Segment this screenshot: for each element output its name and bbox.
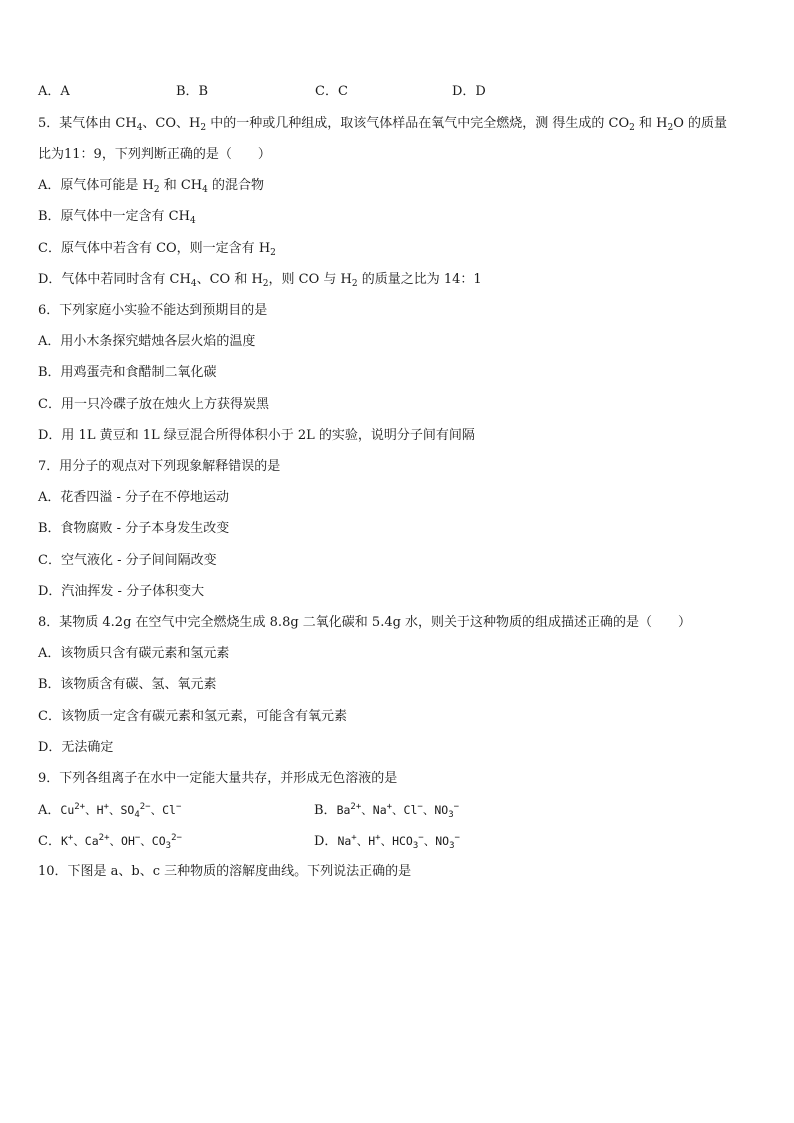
q8-option-c: C．该物质一定含有碳元素和氢元素，可能含有氧元素 bbox=[38, 709, 347, 724]
q7-option-d: D．汽油挥发 - 分子体积变大 bbox=[38, 584, 205, 599]
q5-stem-line1: 5．某气体由 $CH_4$、CO、$H_2$ 中的一种或几种组成，取该气体样品在氧气中完全燃烧，测 得生成的 $CO_2$ 和 $H_2O$ 的质量 bbox=[38, 116, 727, 133]
q9-option-c: C．K+、$Ca^{2+}$、OH−、$CO_3^{2-}$ bbox=[38, 833, 182, 851]
q9-option-d: D．Na+、H+、$HCO_3^-$、$NO_3^-$ bbox=[314, 833, 460, 851]
q5-option-a: A．原气体可能是 $H_2$ 和 $CH_4$ 的混合物 bbox=[38, 178, 265, 195]
q4-option-d: D．D bbox=[452, 84, 486, 99]
q6-option-a: A．用小木条探究蜡烛各层火焰的温度 bbox=[38, 334, 256, 349]
q5-option-b: B．原气体中一定含有 $CH_4$ bbox=[38, 209, 196, 226]
q8-option-a: A．该物质只含有碳元素和氢元素 bbox=[38, 646, 230, 661]
q4-option-a: A．A bbox=[38, 84, 70, 99]
q5-stem-line2: 比为11：9，下列判断正确的是（ ） bbox=[38, 147, 271, 162]
q9-stem: 9．下列各组离子在水中一定能大量共存，并形成无色溶液的是 bbox=[38, 771, 398, 786]
q5-option-d: D．气体中若同时含有 $CH_4$、CO 和 $H_2$，则 CO 与 $H_2$ 的质量之比为 14：1 bbox=[38, 272, 482, 289]
q7-option-c: C．空气液化 - 分子间间隔改变 bbox=[38, 553, 217, 568]
q7-option-a: A．花香四溢 - 分子在不停地运动 bbox=[38, 490, 230, 505]
q6-option-b: B．用鸡蛋壳和食醋制二氧化碳 bbox=[38, 365, 217, 380]
q4-option-c: C．C bbox=[315, 84, 348, 99]
q9-option-a: A．$Cu^{2+}$、H+、$SO_4^{2-}$、Cl− bbox=[38, 802, 182, 820]
q7-option-b: B．食物腐败 - 分子本身发生改变 bbox=[38, 521, 230, 536]
q4-option-b: B．B bbox=[176, 84, 209, 99]
q8-option-d: D．无法确定 bbox=[38, 740, 114, 755]
q8-stem: 8．某物质 4.2g 在空气中完全燃烧生成 8.8g 二氧化碳和 5.4g 水，则关于这种物质的组成描述正确的是（ ） bbox=[38, 615, 692, 630]
q8-option-b: B．该物质含有碳、氢、氧元素 bbox=[38, 677, 217, 692]
q6-option-c: C．用一只冷碟子放在烛火上方获得炭黑 bbox=[38, 397, 269, 412]
q10-stem: 10．下图是 a、b、c 三种物质的溶解度曲线。下列说法正确的是 bbox=[38, 864, 412, 879]
q6-option-d: D．用 1L 黄豆和 1L 绿豆混合所得体积小于 2L 的实验，说明分子间有间隔 bbox=[38, 428, 475, 443]
q5-option-c: C．原气体中若含有 CO，则一定含有 $H_2$ bbox=[38, 241, 276, 258]
q9-option-b: B．$Ba^{2+}$、Na+、Cl−、$NO_3^-$ bbox=[314, 802, 460, 820]
q7-stem: 7．用分子的观点对下列现象解释错误的是 bbox=[38, 459, 281, 474]
q6-stem: 6．下列家庭小实验不能达到预期目的是 bbox=[38, 303, 268, 318]
